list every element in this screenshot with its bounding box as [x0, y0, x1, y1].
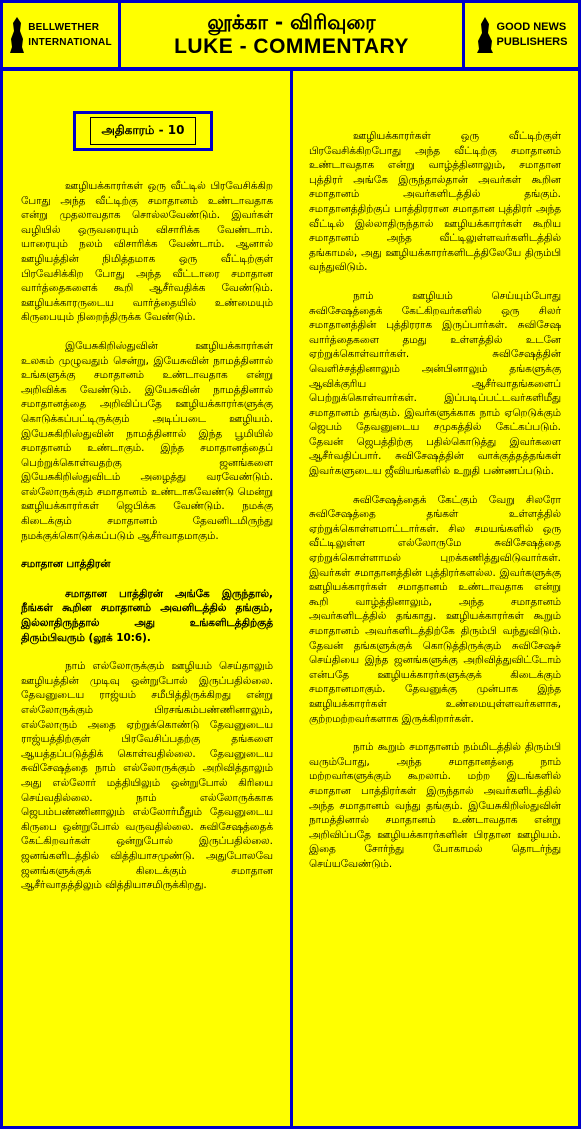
- right-column: [290, 68, 581, 1129]
- section-heading: சமாதான பாத்திரன்: [21, 558, 111, 571]
- left-paragraph-3: நாம் எல்லோருக்கும் ஊழியம் செய்தாலும் ஊழியத்தின் முடிவு ஒன்றுபோல் இருப்பதில்லை. தேவனுடைய ராஜ்யம் சமீபித்திருக்கிறது என்று எல்லோருக்கும் பிரசங்கம்பண்ணினாலும், எல்லோரும் அதை ஏற்றுக்கொண்டு தேவனுடைய ராஜ்யத்திற்குள் பிரவேசிப்பதற்கு தங்களை ஆயத்தப்படுத்திக் கொள்வதில்லை. தேவனுடைய சுவிசேஷத்தை நாம் எல்லோருக்கும் அறிவித்தாலும் அது எல்லோர் மத்தியிலும் ஒன்றுபோல் கிரியை செய்வதில்லை. நாம் எல்லோருக்காக ஜெபம்பண்ணினாலும் எல்லோர்மீதும் தேவனுடைய கிருபை ஒன்றுபோல் வருவதில்லை. சுவிசேஷத்தைக் கேட்கிறவர்கள் ஒன்றுபோல் இருப்பதில்லை. ஜனங்களிடத்தில் வித்தியாசமுண்டு. அதுபோலவே ஜனங்களுக்குக் கிடைக்கும் சமாதான ஆசீர்வாதத்திலும் வித்தியாசமிருக்கிறது.: [21, 660, 273, 892]
- scripture-quote: சமாதான பாத்திரன் அங்கே இருந்தால், நீங்கள் கூறின சமாதானம் அவனிடத்தில் தங்கும், இல்லாதிருந்தால் அது உங்களிடத்திற்குத் திரும்பிவரும் (லூக் 10:6).: [21, 587, 273, 644]
- logo-left-line2: INTERNATIONAL: [28, 37, 112, 48]
- right-paragraph-2: நாம் ஊழியம் செய்யும்போது சுவிசேஷத்தைக் கேட்கிறவர்களில் ஒரு சிலர் சமாதானத்தின் புத்திரராக இருப்பார்கள். சுவிசேஷ வார்த்தைகளை தமது உள்ளத்தில் உடனே ஏற்றுக்கொள்வார்கள். சுவிசேஷத்தின் வெளிச்சத்தினாலும் அன்பினாலும் தங்களுக்கு ஆவிக்குரிய ஆசீர்வாதங்களைப் பெற்றுக்கொள்வார்கள். இப்படிப்பட்டவர்களிமீது சமாதானம் தங்கும். இவர்களுக்காக நாம் ஏறெடுக்கும் ஜெபம் தேவனுடைய சமுகத்தில் கேட்கப்படும். தேவன் ஜெபத்திற்கு பதில்கொடுத்து இவர்களை ஆசீர்வதிப்பார். சுவிசேஷத்தின் வாக்குத்தத்தங்கள் இவர்களுடைய ஜீவியங்களில் உறுதி பண்ணப்படும்.: [309, 289, 561, 478]
- left-column: [0, 68, 293, 1129]
- left-paragraph-2: இயேசுகிறிஸ்துவின் ஊழியக்காரர்கள் உலகம் முழுவதும் சென்று, இயேசுவின் நாமத்தினால் உங்களுக்கு சமாதானம் உண்டாவதாக என்று அறிவிக்க வேண்டும். இயேசுவின் நாமத்தினால் சமாதானத்தை அறிவிப்பதே ஊழியக்காரர்களுக்கு கொடுக்கப்பட்டிருக்கும் அடிப்படை ஊழியம். இயேசுகிறிஸ்துவின் நாமத்தினால் இந்த பூமியில் சமாதானம் உண்டாகும். இந்த சமாதானத்தைப் பெற்றுக்கொள்வதற்கு ஜனங்களை இயேசுகிறிஸ்துவிடம் அழைத்து வரவேண்டும். எல்லோருக்கும் சமாதானம் உண்டாகவேண்டு மென்று ஊழியக்காரர்கள் ஜெபிக்க வேண்டும். நமக்கு கிடைக்கும் சமாதானம் தேவனிடமிருந்து நமக்குக்கொடுக்கப்படும் ஆசீர்வாதமாகும்.: [21, 339, 273, 542]
- header-banner: [0, 0, 581, 70]
- right-paragraph-3: சுவிசேஷத்தைக் கேட்கும் வேறு சிலரோ சுவிசேஷத்தை தங்கள் உள்ளத்தில் ஏற்றுக்கொள்ளமாட்டார்கள். சில சமயங்களில் ஒரு வீட்டிலுள்ள எல்லோருமே சுவிசேஷத்தை ஏற்றுக்கொள்ளாமல் புறக்கணித்துவிடுவார்கள். இவர்கள் சமாதானத்தின் புத்திரர்களல்ல. இவர்களுக்கு ஊழியக்காரர்கள் சமாதானம் உண்டாவதாக என்று கூறி வாழ்த்தினாலும், அந்த சமாதானம் அவர்களிடத்தில் தங்காது. ஊழியக்காரர்கள் கூறும் சமாதானம் அவர்களிடத்திற்கே திரும்பி வந்துவிடும். தேவன் தங்களுக்குக் கொடுத்திருக்கும் சுவிசேஷச் செய்தியை இந்த ஜனங்களுக்கு அறிவித்துவிட்டோம் என்பதே ஊழியக்காரர்களுக்குக் கிடைக்கும் சமாதானமாகும். தேவனுக்கு முன்பாக இந்த ஊழியக்காரர்கள் உண்மையுள்ளவர்களாக, குற்றமற்றவர்களாக இருக்கிறார்கள்.: [309, 493, 561, 725]
- title-box: [121, 3, 462, 67]
- left-column-text: [21, 179, 273, 907]
- bellwether-logo: [3, 3, 121, 67]
- right-paragraph-4: நாம் கூறும் சமாதானம் நம்மிடத்தில் திரும்பி வரும்போது, அந்த சமாதானத்தை நாம் மற்றவர்களுக்கும் கூறலாம். மற்ற இடங்களில் சமாதான பாத்திரர்கள் இருந்தால் அவர்களிடத்தில் அந்த சமாதானம் வந்து தங்கும். இயேசுகிறிஸ்துவின் நாமத்தினால் சமாதானம் உண்டாவதாக என்று அறிவிப்பதே ஊழியக்காரர்களின் பிரதான ஊழியம். இதை சோர்ந்து போகாமல் தொடர்ந்து செய்யவேண்டும்.: [309, 741, 561, 870]
- left-paragraph-1: ஊழியக்காரர்கள் ஒரு வீட்டில் பிரவேசிக்கிற போது அந்த வீட்டிற்கு சமாதானம் உண்டாவதாக என்று முதலாவதாக சொல்லவேண்டும். இவர்கள் வழியில் ஒருவரையும் விசாரிக்க வேண்டாம். யாரையும் நலம் விசாரிக்க வேண்டாம். ஆனால் ஊழியத்தின் நிமித்தமாக ஒரு வீட்டிற்குள் பிரவேசிக்கிற போது அந்த வீட்டாரை சமாதான வார்த்தைகளைக் கூறி ஆசீர்வதிக்க வேண்டும். ஊழியக்காரருடைய வார்த்தையில் உண்மையும் கிருபையும் நிறைந்திருக்க வேண்டும்.: [21, 180, 273, 324]
- logo-right-line1: GOOD NEWS: [496, 21, 567, 33]
- chapter-label: அதிகாரம் - 10: [90, 117, 195, 145]
- good-news-logo: [462, 3, 578, 67]
- right-paragraph-1: ஊழியக்காரர்கள் ஒரு வீட்டிற்குள் பிரவேசிக்கிறபோது அந்த வீட்டிற்கு சமாதானம் உண்டாவதாக என்று வாழ்த்தினாலும், சமாதான புத்திரர் அங்கே இருந்தால்தான் அவர்கள் கூறின சமாதானம் அவர்களிடத்தில் தங்கும். சமாதானத்திற்குப் பாத்திரரான சமாதான புத்திரர் அந்த வீட்டில் இல்லாதிருந்தால் ஊழியக்காரர்கள் கூறிய சமாதானம் அந்த வீட்டிலுள்ளவர்களிடத்தில் தங்காமல், அது ஊழியக்காரர்களிடத்திலேயே திரும்பி வந்துவிடும்.: [309, 130, 561, 274]
- logo-left-line1: BELLWETHER: [28, 22, 100, 33]
- good-news-logo-icon: [476, 15, 494, 55]
- logo-right-line2: PUBLISHERS: [496, 36, 568, 48]
- page-title-tamil: லூக்கா - விரிவுரை: [207, 10, 376, 34]
- chapter-label-box: [73, 111, 213, 151]
- page-title-english: LUKE - COMMENTARY: [174, 35, 409, 58]
- right-column-text: [309, 129, 561, 886]
- bellwether-logo-icon: [9, 15, 25, 55]
